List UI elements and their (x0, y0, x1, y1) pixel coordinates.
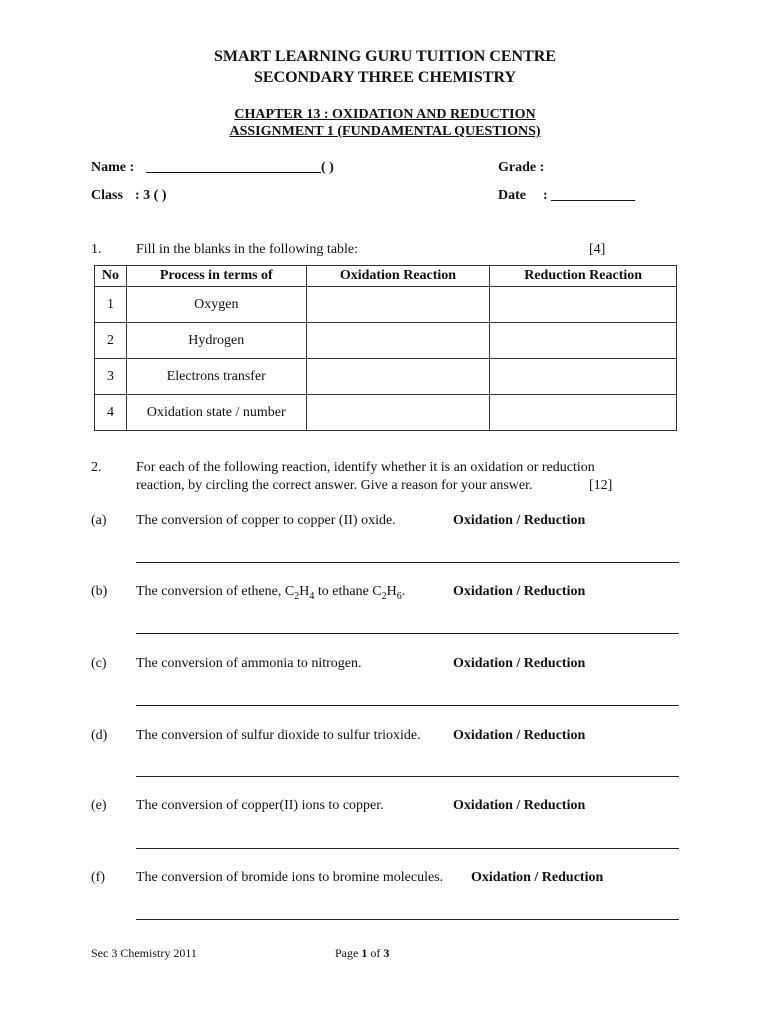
answer-choice[interactable]: Oxidation / Reduction (453, 728, 586, 743)
part-label: (d) (91, 728, 108, 743)
table-row (95, 395, 677, 431)
part-label: (e) (91, 798, 107, 813)
table-row (95, 359, 677, 395)
row-process: Oxidation state / number (126, 395, 306, 431)
row-process: Oxygen (126, 287, 306, 323)
part-label: (c) (91, 656, 107, 671)
answer-line[interactable] (136, 562, 679, 563)
subscript: 2 (294, 590, 300, 602)
answer-line[interactable] (136, 633, 679, 634)
class-label: Class (91, 188, 123, 203)
page-number: 1 (361, 946, 368, 960)
reduction-answer-cell[interactable] (490, 395, 677, 431)
class-field[interactable]: : 3 ( ) (135, 188, 167, 203)
q2-number: 2. (91, 460, 102, 475)
part-text-segment: The conversion of ethene, C (136, 584, 295, 599)
reduction-answer-cell[interactable] (490, 287, 677, 323)
q1-text: Fill in the blanks in the following table: (136, 242, 359, 257)
part-text-segment: . (401, 584, 406, 599)
oxidation-answer-cell[interactable] (306, 287, 490, 323)
subscript: 4 (309, 590, 315, 602)
answer-line[interactable] (136, 848, 679, 849)
answer-choice[interactable]: Oxidation / Reduction (453, 584, 586, 599)
answer-line[interactable] (136, 776, 679, 777)
part-label: (b) (91, 584, 108, 599)
answer-choice[interactable]: Oxidation / Reduction (453, 513, 586, 528)
footer-course: Sec 3 Chemistry 2011 (91, 946, 197, 960)
col-reduction: Reduction Reaction (490, 266, 677, 287)
name-label: Name : (91, 160, 135, 175)
process-table (94, 265, 677, 431)
answer-choice[interactable]: Oxidation / Reduction (453, 656, 586, 671)
part-text: The conversion of copper(II) ions to copper. (136, 798, 384, 813)
oxidation-answer-cell[interactable] (306, 395, 490, 431)
date-label: Date (498, 188, 526, 203)
oxidation-answer-cell[interactable] (306, 323, 490, 359)
part-text-segment: H (299, 584, 310, 599)
date-field[interactable]: : ____________ (543, 188, 636, 203)
row-process: Electrons transfer (126, 359, 306, 395)
part-label: (a) (91, 513, 107, 528)
part-text: The conversion of sulfur dioxide to sulfur trioxide. (136, 728, 421, 743)
part-text: The conversion of copper to copper (II) oxide. (136, 513, 396, 528)
chapter-title: CHAPTER 13 : OXIDATION AND REDUCTION (234, 107, 536, 122)
q2-text-line1: For each of the following reaction, identify whether it is an oxidation or reduction (136, 460, 595, 475)
title-centre: SMART LEARNING GURU TUITION CENTRE (213, 48, 556, 65)
part-label: (f) (91, 870, 105, 885)
grade-label: Grade : (498, 160, 545, 175)
page-of: of (367, 946, 384, 960)
part-text: The conversion of ammonia to nitrogen. (136, 656, 362, 671)
table-row (95, 287, 677, 323)
assignment-title: ASSIGNMENT 1 (FUNDAMENTAL QUESTIONS) (229, 124, 541, 139)
answer-choice[interactable]: Oxidation / Reduction (453, 798, 586, 813)
table-row (95, 323, 677, 359)
q1-number: 1. (91, 242, 102, 257)
title-subject: SECONDARY THREE CHEMISTRY (253, 69, 517, 86)
q2-text-line2: reaction, by circling the correct answer. Give a reason for your answer. (136, 478, 533, 493)
answer-line[interactable] (136, 705, 679, 706)
row-no: 3 (95, 359, 127, 395)
col-process: Process in terms of (126, 266, 306, 287)
answer-line[interactable] (136, 919, 679, 920)
page-prefix: Page (335, 946, 362, 960)
row-no: 4 (95, 395, 127, 431)
part-text-segment: to ethane C (314, 584, 382, 599)
part-text-segment: H (386, 584, 397, 599)
row-no: 2 (95, 323, 127, 359)
col-oxidation: Oxidation Reaction (306, 266, 490, 287)
page-indicator (335, 946, 389, 961)
part-text: The conversion of bromide ions to bromine molecules. (136, 870, 444, 885)
subscript: 2 (381, 590, 387, 602)
part-text (136, 584, 405, 602)
name-field[interactable]: _________________________( ) (146, 160, 334, 175)
reduction-answer-cell[interactable] (490, 323, 677, 359)
row-no: 1 (95, 287, 127, 323)
q1-marks: [4] (589, 242, 606, 257)
row-process: Hydrogen (126, 323, 306, 359)
q2-marks: [12] (589, 478, 613, 493)
page-total: 3 (383, 946, 390, 960)
table-header-row (95, 266, 677, 287)
col-no: No (95, 266, 127, 287)
reduction-answer-cell[interactable] (490, 359, 677, 395)
oxidation-answer-cell[interactable] (306, 359, 490, 395)
subscript: 6 (396, 590, 402, 602)
answer-choice[interactable]: Oxidation / Reduction (471, 870, 604, 885)
